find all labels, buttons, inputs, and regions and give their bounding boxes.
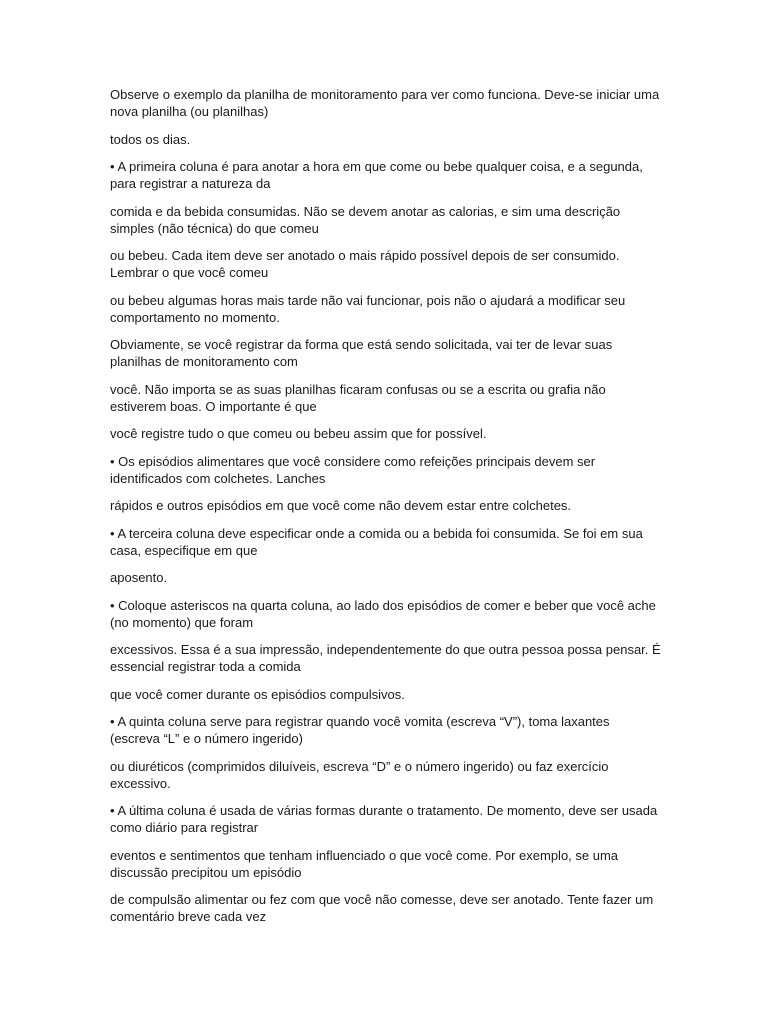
paragraph-21: de compulsão alimentar ou fez com que você não comesse, deve ser anotado. Tente fazer um comentário breve cada vez [110, 892, 654, 924]
paragraph-15: excessivos. Essa é a sua impressão, independentemente do que outra pessoa possa pensar. É essencial registrar toda a comida [110, 642, 661, 674]
paragraph-3: • A primeira coluna é para anotar a hora em que come ou bebe qualquer coisa, e a segunda, para registrar a natureza da [110, 159, 643, 191]
paragraph-16: que você comer durante os episódios compulsivos. [110, 686, 405, 702]
document-body [110, 86, 662, 936]
paragraph-17: • A quinta coluna serve para registrar quando você vomita (escreva “V”), toma laxantes (escreva “L” e o número ingerido) [110, 714, 610, 746]
paragraph-14: • Coloque asteriscos na quarta coluna, ao lado dos episódios de comer e beber que você ache (no momento) que foram [110, 597, 656, 630]
paragraph-4: comida e da bebida consumidas. Não se devem anotar as calorias, e sim uma descrição simples (não técnica) do que comeu [110, 203, 621, 236]
paragraph-5: ou bebeu. Cada item deve ser anotado o mais rápido possível depois de ser consumido. Lembrar o que você comeu [110, 248, 620, 280]
paragraph-10: • Os episódios alimentares que você considere como refeições principais devem ser identificados com colchetes. Lanches [110, 453, 596, 486]
paragraph-20: eventos e sentimentos que tenham influenciado o que você come. Por exemplo, se uma discussão precipitou um episódio [110, 847, 619, 880]
paragraph-19: • A última coluna é usada de várias formas durante o tratamento. De momento, deve ser usada como diário para registrar [110, 803, 658, 835]
paragraph-12: • A terceira coluna deve especificar onde a comida ou a bebida foi consumida. Se foi em sua casa, especifique em que [110, 525, 643, 558]
paragraph-18: ou diuréticos (comprimidos diluíveis, escreva “D” e o número ingerido) ou faz exercício excessivo. [110, 758, 609, 791]
paragraph-11: rápidos e outros episódios em que você come não devem estar entre colchetes. [110, 498, 572, 513]
paragraph-7: Obviamente, se você registrar da forma que está sendo solicitada, vai ter de levar suas planilhas de monitoramento com [110, 337, 613, 369]
paragraph-8: você. Não importa se as suas planilhas ficaram confusas ou se a escrita ou grafia não estiverem boas. O importante é que [110, 381, 606, 414]
paragraph-1: Observe o exemplo da planilha de monitoramento para ver como funciona. Deve-se iniciar uma nova planilha (ou planilhas) [110, 87, 660, 119]
paragraph-6: ou bebeu algumas horas mais tarde não vai funcionar, pois não o ajudará a modificar seu comportamento no momento. [110, 292, 626, 325]
paragraph-13: aposento. [110, 570, 168, 585]
paragraph-9: você registre tudo o que comeu ou bebeu assim que for possível. [110, 426, 487, 441]
paragraph-2: todos os dias. [110, 131, 191, 147]
